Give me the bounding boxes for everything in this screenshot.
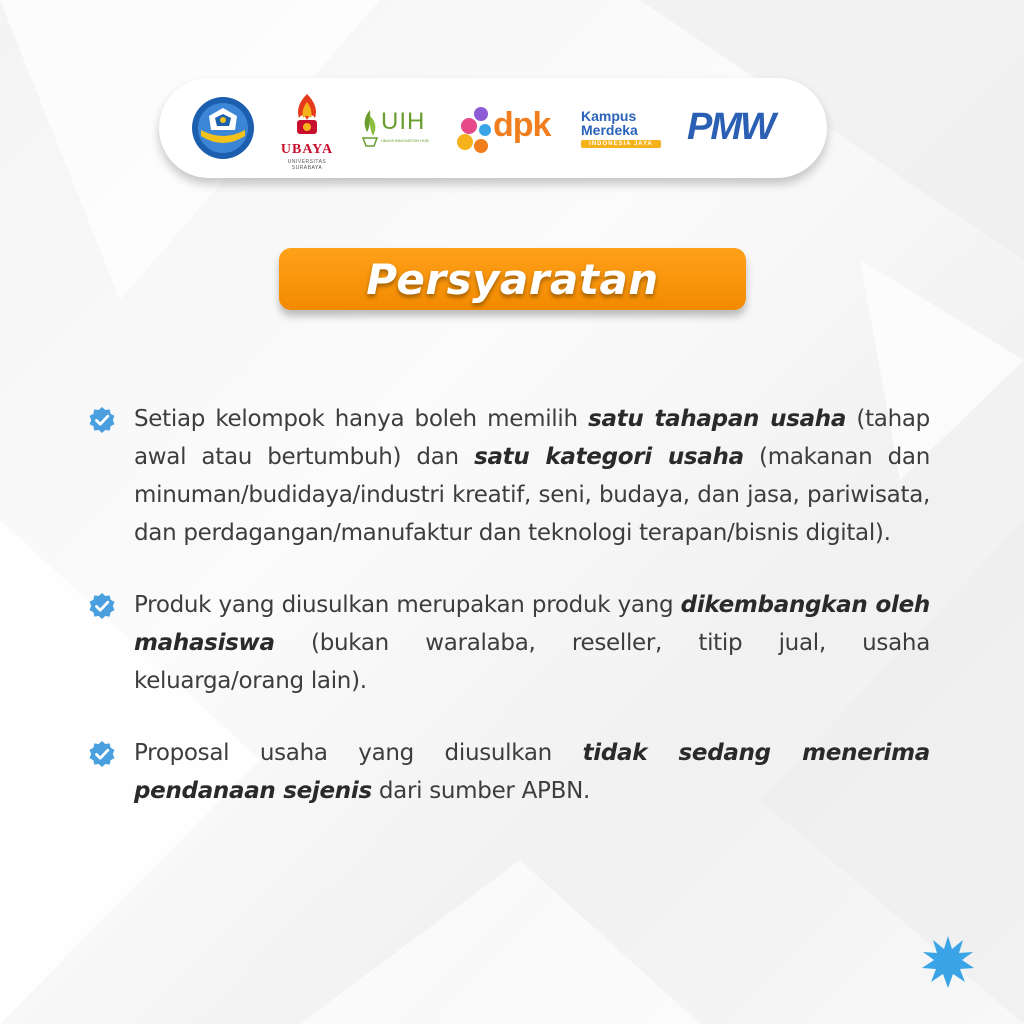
kampus-line1: Kampus (581, 108, 637, 124)
dpk-name: dpk (493, 106, 551, 144)
ubaya-name: UBAYA (280, 142, 334, 157)
requirement-1-emphasis-2: satu kategori usaha (474, 444, 744, 470)
requirement-2-emphasis-1: dikembangkan oleh mahasiswa (134, 592, 930, 656)
requirement-1-emphasis-1: satu tahapan usaha (588, 406, 847, 432)
uih-leaf-icon (359, 106, 381, 148)
dpk-logo (455, 106, 559, 156)
requirement-text (134, 400, 930, 552)
list-item (88, 400, 930, 552)
requirement-3-part-1: Proposal usaha yang diusulkan (134, 740, 583, 766)
kampus-merdeka-logo (579, 108, 665, 158)
requirements-list (88, 400, 930, 844)
requirement-2-part-1: Produk yang diusulkan merupakan produk yang (134, 592, 681, 618)
verified-check-icon (88, 592, 116, 620)
kampus-line2: Merdeka (581, 122, 638, 138)
dpk-dots-icon (455, 106, 495, 156)
title-banner (279, 248, 746, 310)
verified-check-icon (88, 740, 116, 768)
star-burst-icon (921, 935, 975, 989)
pmw-logo (687, 106, 797, 150)
requirement-text (134, 734, 930, 810)
list-item (88, 586, 930, 700)
pmw-name: PMW (687, 106, 774, 148)
uih-name: UIH (381, 108, 426, 135)
requirement-3-part-3: dari sumber APBN. (371, 778, 590, 804)
uih-logo (359, 104, 439, 150)
requirement-2-part-3: (bukan waralaba, reseller, titip jual, usaha keluarga/orang lain). (134, 630, 930, 694)
requirement-3-emphasis-1: tidak sedang menerima pendanaan sejenis (134, 740, 930, 804)
requirement-1-part-1: Setiap kelompok hanya boleh memilih (134, 406, 589, 432)
kampus-subtitle: INDONESIA JAYA (589, 141, 653, 147)
partner-logo-bar (159, 78, 827, 178)
uih-subtitle: UBAYA INNOVATION HUB (381, 138, 429, 143)
requirement-1-part-5: (makanan dan minuman/budidaya/industri kreatif, seni, budaya, dan jasa, pariwisata, dan perdagangan/manufaktur dan teknologi terapan/bisnis digital). (134, 444, 931, 546)
ubaya-logo (273, 92, 341, 170)
page-title: Persyaratan (366, 254, 659, 304)
requirement-text (134, 586, 930, 700)
verified-check-icon (88, 406, 116, 434)
ubaya-emblem-icon (273, 92, 341, 140)
list-item (88, 734, 930, 810)
kemdikbud-emblem-icon (191, 96, 255, 160)
requirement-1-part-3: (tahap awal atau bertumbuh) dan (134, 406, 930, 470)
ubaya-subtitle: UNIVERSITAS SURABAYA (287, 159, 327, 171)
